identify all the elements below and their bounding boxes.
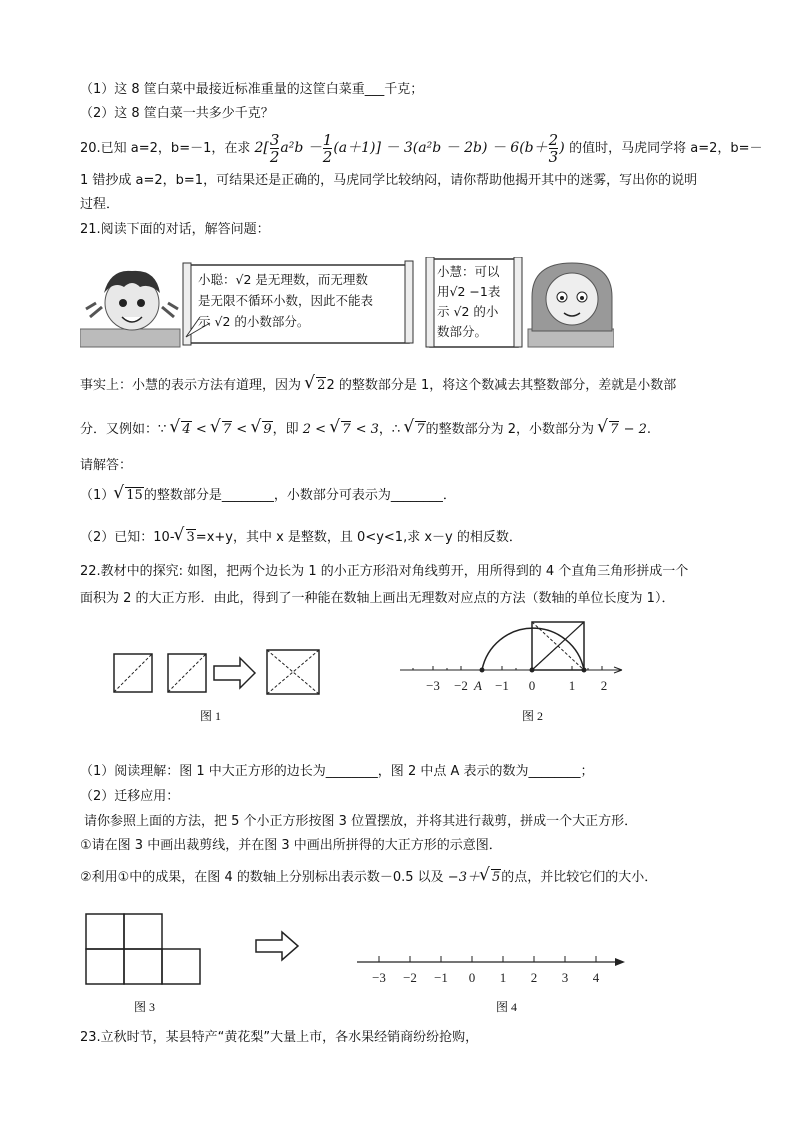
svg-text:0: 0: [528, 678, 536, 693]
svg-text:−3: −3: [426, 678, 440, 693]
svg-text:−3: −3: [372, 970, 386, 985]
q19-part2: （2）这 8 筐白菜一共多少千克？: [80, 106, 274, 121]
svg-text:2: 2: [600, 678, 608, 693]
girl-cartoon-icon: [528, 263, 614, 347]
q22-line2: 面积为 2 的大正方形．由此，得到了一种能在数轴上画出无理数对应点的方法（数轴的单位长度为 1）．: [80, 591, 675, 606]
q22-part2: （2）迁移应用：: [80, 789, 180, 804]
svg-text:3: 3: [561, 970, 569, 985]
svg-text:A: A: [474, 678, 482, 693]
figure-1-caption: 图 1: [200, 709, 222, 723]
q20-line2: 1 错抄成 a=2，b=1，可结果还是正确的，马虎同学比较纳闷，请你帮助他揭开其中的迷雾，写出你的说明: [80, 173, 698, 188]
dialogue-illustration: [80, 257, 614, 349]
figure-4-number-line: [355, 950, 630, 990]
svg-text:1: 1: [499, 970, 507, 985]
q23-line1: 23.立秋时节，某县特产“黄花梨”大量上市，各水果经销商纷纷抢购，: [80, 1030, 479, 1045]
svg-text:2: 2: [530, 970, 538, 985]
figure-4-caption: 图 4: [496, 1000, 518, 1014]
q20-line3: 过程．: [80, 197, 120, 212]
q21-part1: （1）√ 15的整数部分是________，小数部分可表示为________．: [80, 486, 456, 506]
q19-part1: （1）这 8 筐白菜中最接近标准重量的这筐白菜重___千克；: [80, 82, 424, 97]
xiaocong-bubble-text: 小聪：√2 是无理数，而无理数 是无限不循环小数，因此不能表 示 √2 的小数部分。: [198, 272, 374, 329]
q22-part1: （1）阅读理解：图 1 中大正方形的边长为________，图 2 中点 A 表示的数为________；: [80, 764, 594, 779]
figure-1-squares: [110, 648, 325, 698]
xiaohui-bubble-text: 小慧：可以 用√2 −1表 示 √2 的小 数部分。: [437, 264, 501, 339]
svg-text:0: 0: [468, 970, 476, 985]
arrow-icon: [254, 930, 302, 962]
q21-fact-line1: 事实上：小慧的表示方法有道理，因为 √ 22 的整数部分是 1，将这个数减去其整数部分，差就是小数部: [80, 376, 676, 396]
q21-fact-line2: 分．又例如：∵ √ 4 < √ 7 < √ 9，即 2 < √ 7 < 3，∴ √ 7的整数部分为 2，小数部分为 √ 7 − 2.: [80, 420, 651, 440]
figure-2-caption: 图 2: [522, 709, 544, 723]
svg-text:1: 1: [568, 678, 576, 693]
q22-step1: ①请在图 3 中画出裁剪线，并在图 3 中画出所拼得的大正方形的示意图．: [80, 838, 502, 853]
svg-text:4: 4: [592, 970, 600, 985]
q20-line1: 20.已知 a=2，b=－1，在求 2[ $\frac{3}{2}$ a²b － $\frac{1}{2}$ (a＋1)] － 3(a²b － 2b) － 6(b＋ $\frac{2}{3}$ ) 的值时，马虎同学将 a=2，b=－: [80, 130, 763, 166]
q21-part2: （2）已知：10-√ 3=x+y，其中 x 是整数，且 0<y<1,求 x－y 的相反数．: [80, 528, 522, 548]
figure-3-five-squares: [84, 912, 204, 988]
boy-cartoon-icon: [80, 271, 180, 347]
q22-step2: ②利用①中的成果，在图 4 的数轴上分别标出表示数－0.5 以及 −3＋√ 5的点，并比较它们的大小．: [80, 868, 657, 888]
svg-text:−1: −1: [434, 970, 448, 985]
svg-text:−2: −2: [403, 970, 417, 985]
figure-2-number-line: [398, 612, 630, 698]
q21-ask: 请解答：: [80, 458, 133, 473]
q20-expression: 2[ $\frac{3}{2}$ a²b － $\frac{1}{2}$ (a＋1)] － 3(a²b － 2b) － 6(b＋ $\frac{2}{3}$ ): [254, 130, 565, 166]
svg-text:−1: −1: [495, 678, 509, 693]
q21-title: 21.阅读下面的对话，解答问题：: [80, 222, 270, 237]
q22-part2-intro: 请你参照上面的方法，把 5 个小正方形按图 3 位置摆放，并将其进行裁剪，拼成一个大正方形．: [84, 814, 638, 829]
svg-text:−2: −2: [454, 678, 468, 693]
q22-line1: 22.教材中的探究: 如图，把两个边长为 1 的小正方形沿对角线剪开，用所得到的 4 个直角三角形拼成一个: [80, 564, 689, 579]
figure-3-caption: 图 3: [134, 1000, 156, 1014]
